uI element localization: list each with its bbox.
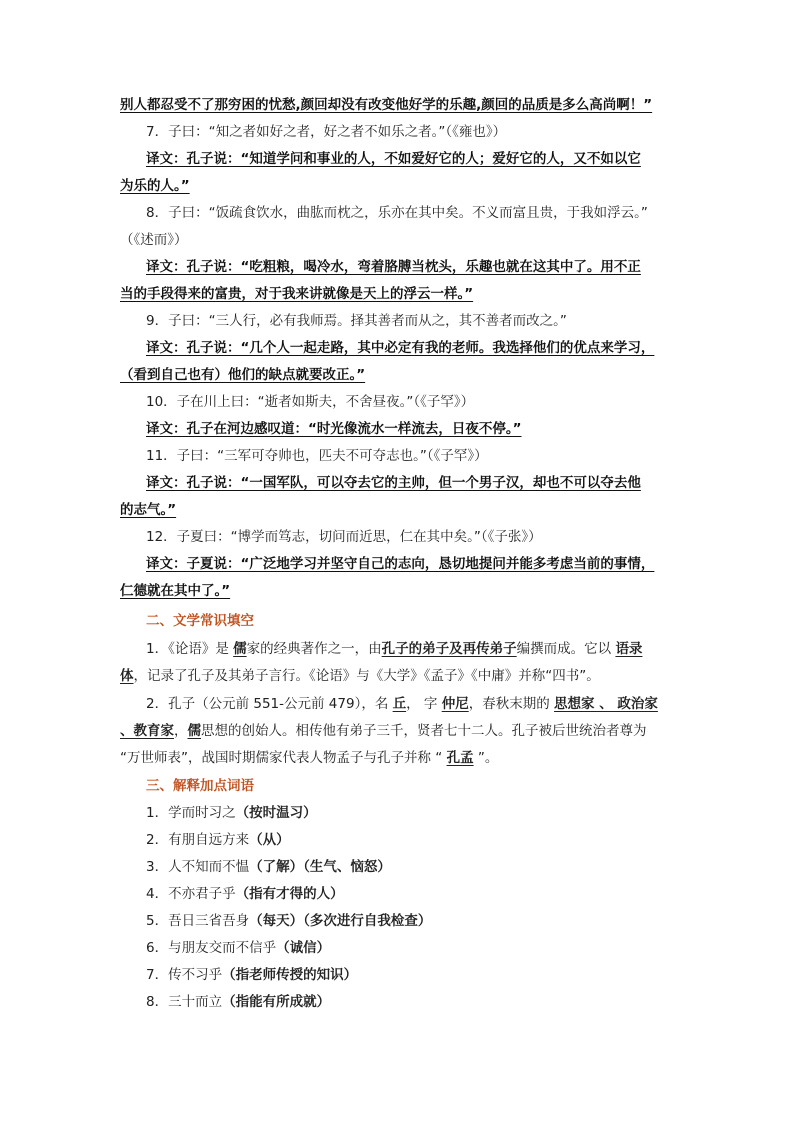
answer-blank: 体 [120, 668, 134, 684]
literature-paragraph-1 [146, 636, 642, 663]
quote-line: 11．子曰：“三军可夺帅也，匹夫不可夺志也。”（《子罕》） [146, 448, 488, 464]
quote-line: （《述而》） [120, 232, 188, 248]
vocab-item [146, 962, 357, 989]
vocab-question: 3．人不知而不愠 [146, 859, 250, 875]
quote-line: 10．子在川上曰：“逝者如斯夫，不舍昼夜。”（《子罕》） [146, 394, 475, 410]
translation-line: 仁德就在其中了。” [120, 583, 231, 599]
translation-line: 译文：孔子说：“一国军队，可以夺去它的主帅，但一个男子汉，却也不可以夺去他 [146, 475, 641, 491]
text-span: “万世师表”，战国时期儒家代表人物孟子与孔子并称 “ [120, 750, 447, 766]
vocab-item [146, 827, 290, 854]
section-heading-literature: 二、文学常识填空 [146, 613, 254, 629]
translation-line: 译文：子夏说：“广泛地学习并坚守自己的志向，恳切地提问并能多考虑当前的事情， [146, 556, 655, 572]
translation-line: 译文：孔子说：“吃粗粮，喝冷水，弯着胳膊当枕头，乐趣也就在这其中了。用不正 [146, 259, 641, 275]
vocab-answer: （指老师传授的知识） [222, 967, 358, 983]
text-span: ，春秋末期的 [468, 696, 555, 712]
text-span: ， 字 [406, 696, 442, 712]
literature-paragraph-2-cont [120, 718, 647, 745]
translation-line: 别人都忍受不了那穷困的忧愁,颜回却没有改变他好学的乐趣,颜回的品质是多么高尚啊！” [120, 97, 653, 113]
vocab-question: 2．有朋自远方来 [146, 832, 250, 848]
vocab-item [146, 908, 431, 935]
answer-blank: 仲尼 [441, 696, 469, 712]
literature-paragraph-1-cont [120, 663, 600, 690]
vocab-answer: （指能有所成就） [222, 994, 331, 1010]
quote-line: 9．子曰：“三人行，必有我师焉。择其善者而从之，其不善者而改之。” [146, 313, 567, 329]
vocab-question: 4．不亦君子乎 [146, 886, 236, 902]
vocab-item [146, 989, 330, 1016]
literature-paragraph-2 [146, 691, 658, 718]
vocab-question: 6．与朋友交而不信乎 [146, 940, 277, 956]
answer-blank: 语录 [615, 641, 643, 657]
vocab-question: 1．学而时习之 [146, 805, 236, 821]
text-span: ，记录了孔子及其弟子言行。《论语》与《大学》《孟子》《中庸》并称“四书”。 [133, 668, 600, 684]
answer-blank: 丘 [392, 696, 407, 712]
text-span: 编撰而成。它以 [516, 641, 616, 657]
text-span: 2．孔子（公元前 551-公元前 479），名 [146, 696, 393, 712]
quote-line: 8．子曰：“饭疏食饮水，曲肱而枕之，乐亦在其中矣。不义而富且贵，于我如浮云。” [146, 205, 648, 221]
vocab-item [146, 854, 391, 881]
vocab-question: 7．传不习乎 [146, 967, 223, 983]
answer-blank: 孔孟 [446, 750, 474, 766]
translation-line: 的志气。” [120, 502, 177, 518]
literature-paragraph-2-cont2 [120, 745, 498, 772]
answer-blank: 孔子的弟子及再传弟子 [381, 641, 517, 657]
text-span: ， [174, 723, 188, 739]
vocab-item [146, 881, 344, 908]
vocab-answer: （按时温习） [235, 805, 317, 821]
quote-line: 12．子夏曰：“博学而笃志，切问而近思，仁在其中矣。”（《子张》） [146, 529, 542, 545]
section-heading-vocabulary: 三、解释加点词语 [146, 778, 254, 794]
vocab-question: 5．吾日三省吾身 [146, 913, 250, 929]
vocab-item [146, 800, 317, 827]
text-span: ”。 [473, 750, 499, 766]
vocab-answer: （诚信） [276, 940, 331, 956]
vocab-item [146, 935, 330, 962]
translation-line: 为乐的人。” [120, 178, 190, 194]
text-span: 思想的创始人。相传他有弟子三千，贤者七十二人。孔子被后世统治者尊为 [201, 723, 647, 739]
quote-line: 7．子曰：“知之者如好之者，好之者不如乐之者。”（《雍也》） [146, 124, 507, 140]
text-span: 家的经典著作之一，由 [246, 641, 382, 657]
translation-line: 译文：孔子说：“知道学问和事业的人，不如爱好它的人；爱好它的人，又不如以它 [146, 151, 641, 167]
answer-blank: 、教育家 [120, 723, 174, 739]
vocab-answer: （每天）（多次进行自我检查） [249, 913, 432, 929]
answer-blank: 儒 [233, 641, 247, 657]
answer-blank: 儒 [187, 723, 201, 739]
translation-line: （看到自己也有）他们的缺点就要改正。” [120, 367, 366, 383]
vocab-question: 8．三十而立 [146, 994, 223, 1010]
vocab-answer: （指有才得的人） [235, 886, 344, 902]
translation-line: 译文：孔子说：“几个人一起走路，其中必定有我的老师。我选择他们的优点来学习， [146, 340, 655, 356]
vocab-answer: （从） [249, 832, 290, 848]
translation-line: 当的手段得来的富贵，对于我来讲就像是天上的浮云一样。” [120, 286, 474, 302]
vocab-answer: （了解）（生气、恼怒） [249, 859, 391, 875]
text-span: 1．《论语》是 [146, 641, 234, 657]
translation-line: 译文：孔子在河边感叹道：“时光像流水一样流去，日夜不停。” [146, 421, 522, 437]
answer-blank: 思想家 、 政治家 [554, 696, 658, 712]
